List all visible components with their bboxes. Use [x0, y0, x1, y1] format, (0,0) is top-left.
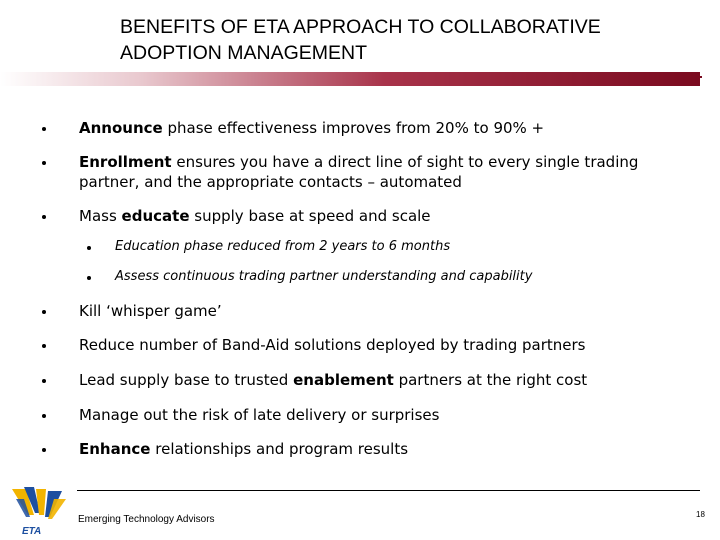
bullet-dot: [42, 448, 46, 452]
bullet-dot: [42, 344, 46, 348]
bullet-dot: [42, 414, 46, 418]
footer-divider: [77, 490, 700, 491]
bullet-rest: partners at the right cost: [393, 371, 588, 389]
bullet-pre: Lead supply base to trusted: [79, 371, 294, 389]
sub-bullet-dot: [87, 276, 91, 280]
bullet-text: [79, 206, 689, 226]
sub-bullet-dot: [87, 246, 91, 250]
bullet-lead-bold: Announce: [79, 119, 163, 137]
bullet-mid-bold: enablement: [293, 371, 394, 389]
bullet-text: Kill ‘whisper game’: [79, 302, 222, 320]
bullet-text: Reduce number of Band-Aid solutions deployed by trading partners: [79, 336, 586, 354]
bullet-pre: Mass: [79, 207, 122, 225]
sub-bullet-text: Education phase reduced from 2 years to 6 months: [115, 239, 451, 254]
bullet-dot: [42, 127, 46, 131]
svg-text:ETA: ETA: [22, 526, 42, 537]
eta-logo-icon: [8, 485, 70, 537]
bullet-rest: supply base at speed and scale: [189, 207, 431, 225]
bullet-text: [79, 118, 689, 138]
bullet-dot: [42, 310, 46, 314]
bullet-dot: [42, 379, 46, 383]
bullet-rest: ensures you have a direct line of sight to every single trading partner, and the appropriate contacts – automated: [79, 153, 639, 191]
bullet-text: [79, 152, 689, 192]
footer-company-name: Emerging Technology Advisors: [78, 514, 215, 525]
bullet-lead-bold: Enrollment: [79, 153, 172, 171]
slide-title: BENEFITS OF ETA APPROACH TO COLLABORATIVE ADOPTION MANAGEMENT: [120, 16, 601, 64]
bullet-rest: phase effectiveness improves from 20% to 90% +: [162, 119, 545, 137]
bullet-text: [79, 370, 689, 390]
bullet-text: [79, 439, 689, 459]
page-number: 18: [696, 510, 705, 519]
bullet-rest: relationships and program results: [150, 440, 409, 458]
bullet-lead-bold: Enhance: [79, 440, 151, 458]
bullet-mid-bold: educate: [121, 207, 190, 225]
sub-bullet-text: Assess continuous trading partner understanding and capability: [115, 269, 533, 284]
bullet-dot: [42, 161, 46, 165]
bullet-text: Manage out the risk of late delivery or surprises: [79, 406, 440, 424]
bullet-dot: [42, 215, 46, 219]
